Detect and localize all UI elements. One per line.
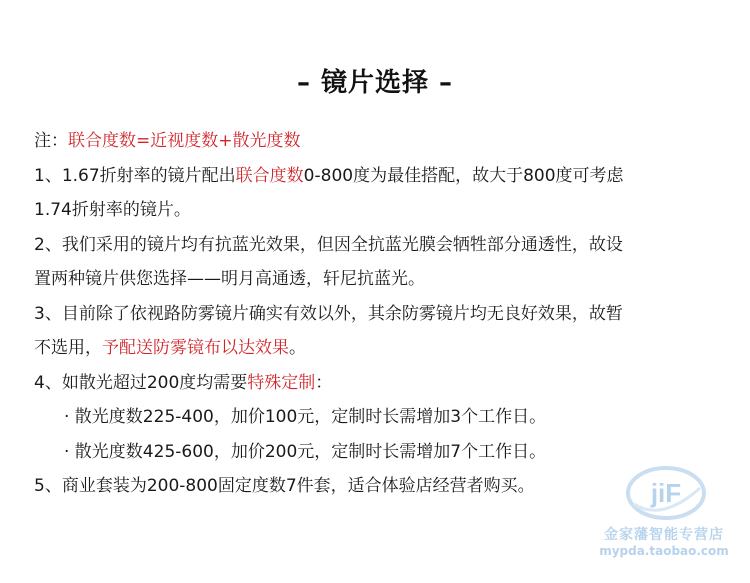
item-4-text-b: ： bbox=[315, 372, 333, 393]
item-1-highlight: 联合度数 bbox=[235, 165, 304, 186]
store-logo-icon bbox=[622, 464, 706, 522]
item-4-line-1 bbox=[34, 366, 734, 401]
note-line bbox=[34, 124, 734, 159]
store-url: mypda.taobao.com bbox=[599, 544, 729, 558]
item-4-sub-2: · 散光度数425-600，加价200元，定制时长需增加7个工作日。 bbox=[64, 441, 547, 462]
lens-selection-notes bbox=[34, 124, 734, 504]
item-1-text-b: 0-800度为最佳搭配，故大于800度可考虑 bbox=[303, 165, 624, 186]
item-3-line-2 bbox=[34, 331, 734, 366]
note-prefix: 注： bbox=[34, 131, 68, 151]
item-3-highlight: 予配送防雾镜布以达效果 bbox=[102, 338, 289, 358]
item-2-line-1: 2、我们采用的镜片均有抗蓝光效果，但因全抗蓝光膜会牺牲部分通透性，故设 bbox=[34, 234, 623, 255]
page-title: – 镜片选择 – bbox=[296, 68, 454, 98]
item-3-text-a: 不选用， bbox=[34, 338, 102, 358]
item-2-line-2: 置两种镜片供您选择——明月高通透，轩尼抗蓝光。 bbox=[34, 269, 425, 289]
logo-text: jiF bbox=[650, 478, 682, 508]
item-4-highlight: 特殊定制 bbox=[247, 372, 316, 393]
item-4-sub-1: · 散光度数225-400，加价100元，定制时长需增加3个工作日。 bbox=[64, 407, 547, 427]
item-4-text-a: 4、如散光超过200度均需要 bbox=[34, 372, 248, 393]
store-name: 金家藩智能专营店 bbox=[604, 527, 724, 543]
item-1-line-2: 1.74折射率的镜片。 bbox=[34, 200, 191, 220]
item-3-text-b: 。 bbox=[289, 338, 306, 358]
store-watermark bbox=[582, 464, 746, 578]
note-formula: 联合度数=近视度数+散光度数 bbox=[68, 131, 301, 151]
item-1-text-a: 1、1.67折射率的镜片配出 bbox=[34, 165, 236, 186]
item-5-line-1: 5、商业套装为200-800固定度数7件套，适合体验店经营者购买。 bbox=[34, 476, 535, 496]
item-1-line-1 bbox=[34, 159, 734, 194]
item-3-line-1: 3、目前除了依视路防雾镜片确实有效以外，其余防雾镜片均无良好效果，故暂 bbox=[34, 303, 623, 324]
